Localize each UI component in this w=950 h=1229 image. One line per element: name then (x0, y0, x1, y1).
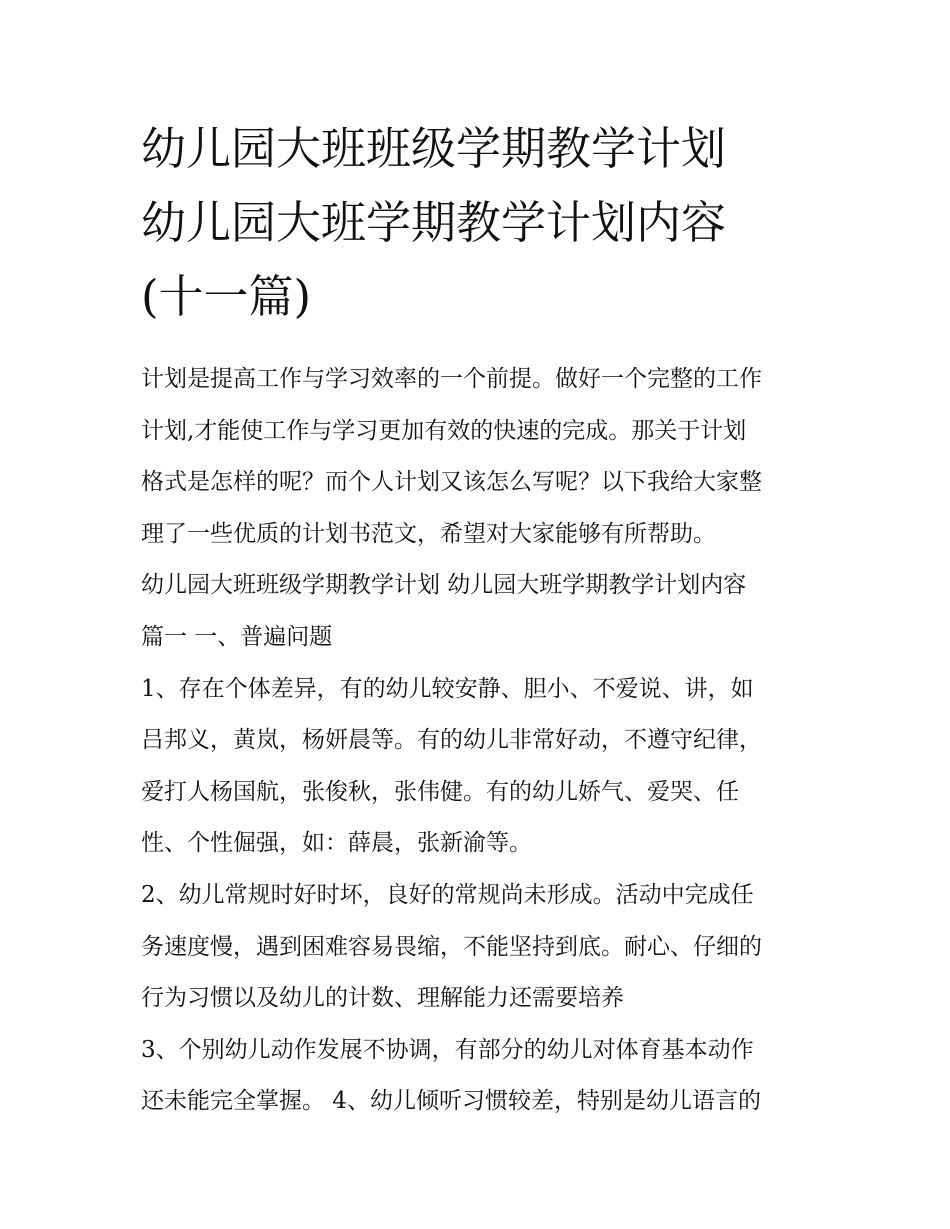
document-body (141, 354, 821, 1128)
title-line-2: 幼儿园大班学期教学计划内容 (141, 196, 727, 249)
body-line: 篇一 一、普遍问题 (141, 623, 333, 650)
body-line: 2、幼儿常规时好时坏，良好的常规尚未形成。活动中完成任 (141, 881, 754, 908)
body-line: 还未能完全掌握。 4、幼儿倾听习惯较差，特别是幼儿语言的 (141, 1088, 761, 1115)
body-line: 幼儿园大班班级学期教学计划 幼儿园大班学期教学计划内容 (141, 572, 747, 599)
title-line-1: 幼儿园大班班级学期教学计划 (141, 122, 727, 175)
body-line: 1、存在个体差异，有的幼儿较安静、胆小、不爱说、讲，如 (141, 675, 754, 702)
body-line: 格式是怎样的呢？而个人计划又该怎么写呢？以下我给大家整 (141, 469, 762, 496)
title-line-3: (十一篇) (141, 270, 312, 323)
body-line: 爱打人杨国航，张俊秋，张伟健。有的幼儿娇气、爱哭、任 (141, 778, 739, 805)
document-title (141, 112, 821, 334)
body-line: 务速度慢，遇到困难容易畏缩，不能坚持到底。耐心、仔细的 (141, 933, 762, 960)
body-line: 性、个性倔强，如：薛晨，张新渝等。 (141, 830, 532, 857)
body-line: 3、个别幼儿动作发展不协调，有部分的幼儿对体育基本动作 (141, 1036, 754, 1063)
body-line: 吕邦义，黄岚，杨妍晨等。有的幼儿非常好动，不遵守纪律， (141, 727, 762, 754)
body-line: 计划,才能使工作与学习更加有效的快速的完成。那关于计划 (141, 417, 747, 444)
body-line: 计划是提高工作与学习效率的一个前提。做好一个完整的工作 (141, 366, 762, 392)
body-line: 行为习惯以及幼儿的计数、理解能力还需要培养 (141, 985, 624, 1012)
body-line: 理了一些优质的计划书范文，希望对大家能够有所帮助。 (141, 520, 716, 547)
